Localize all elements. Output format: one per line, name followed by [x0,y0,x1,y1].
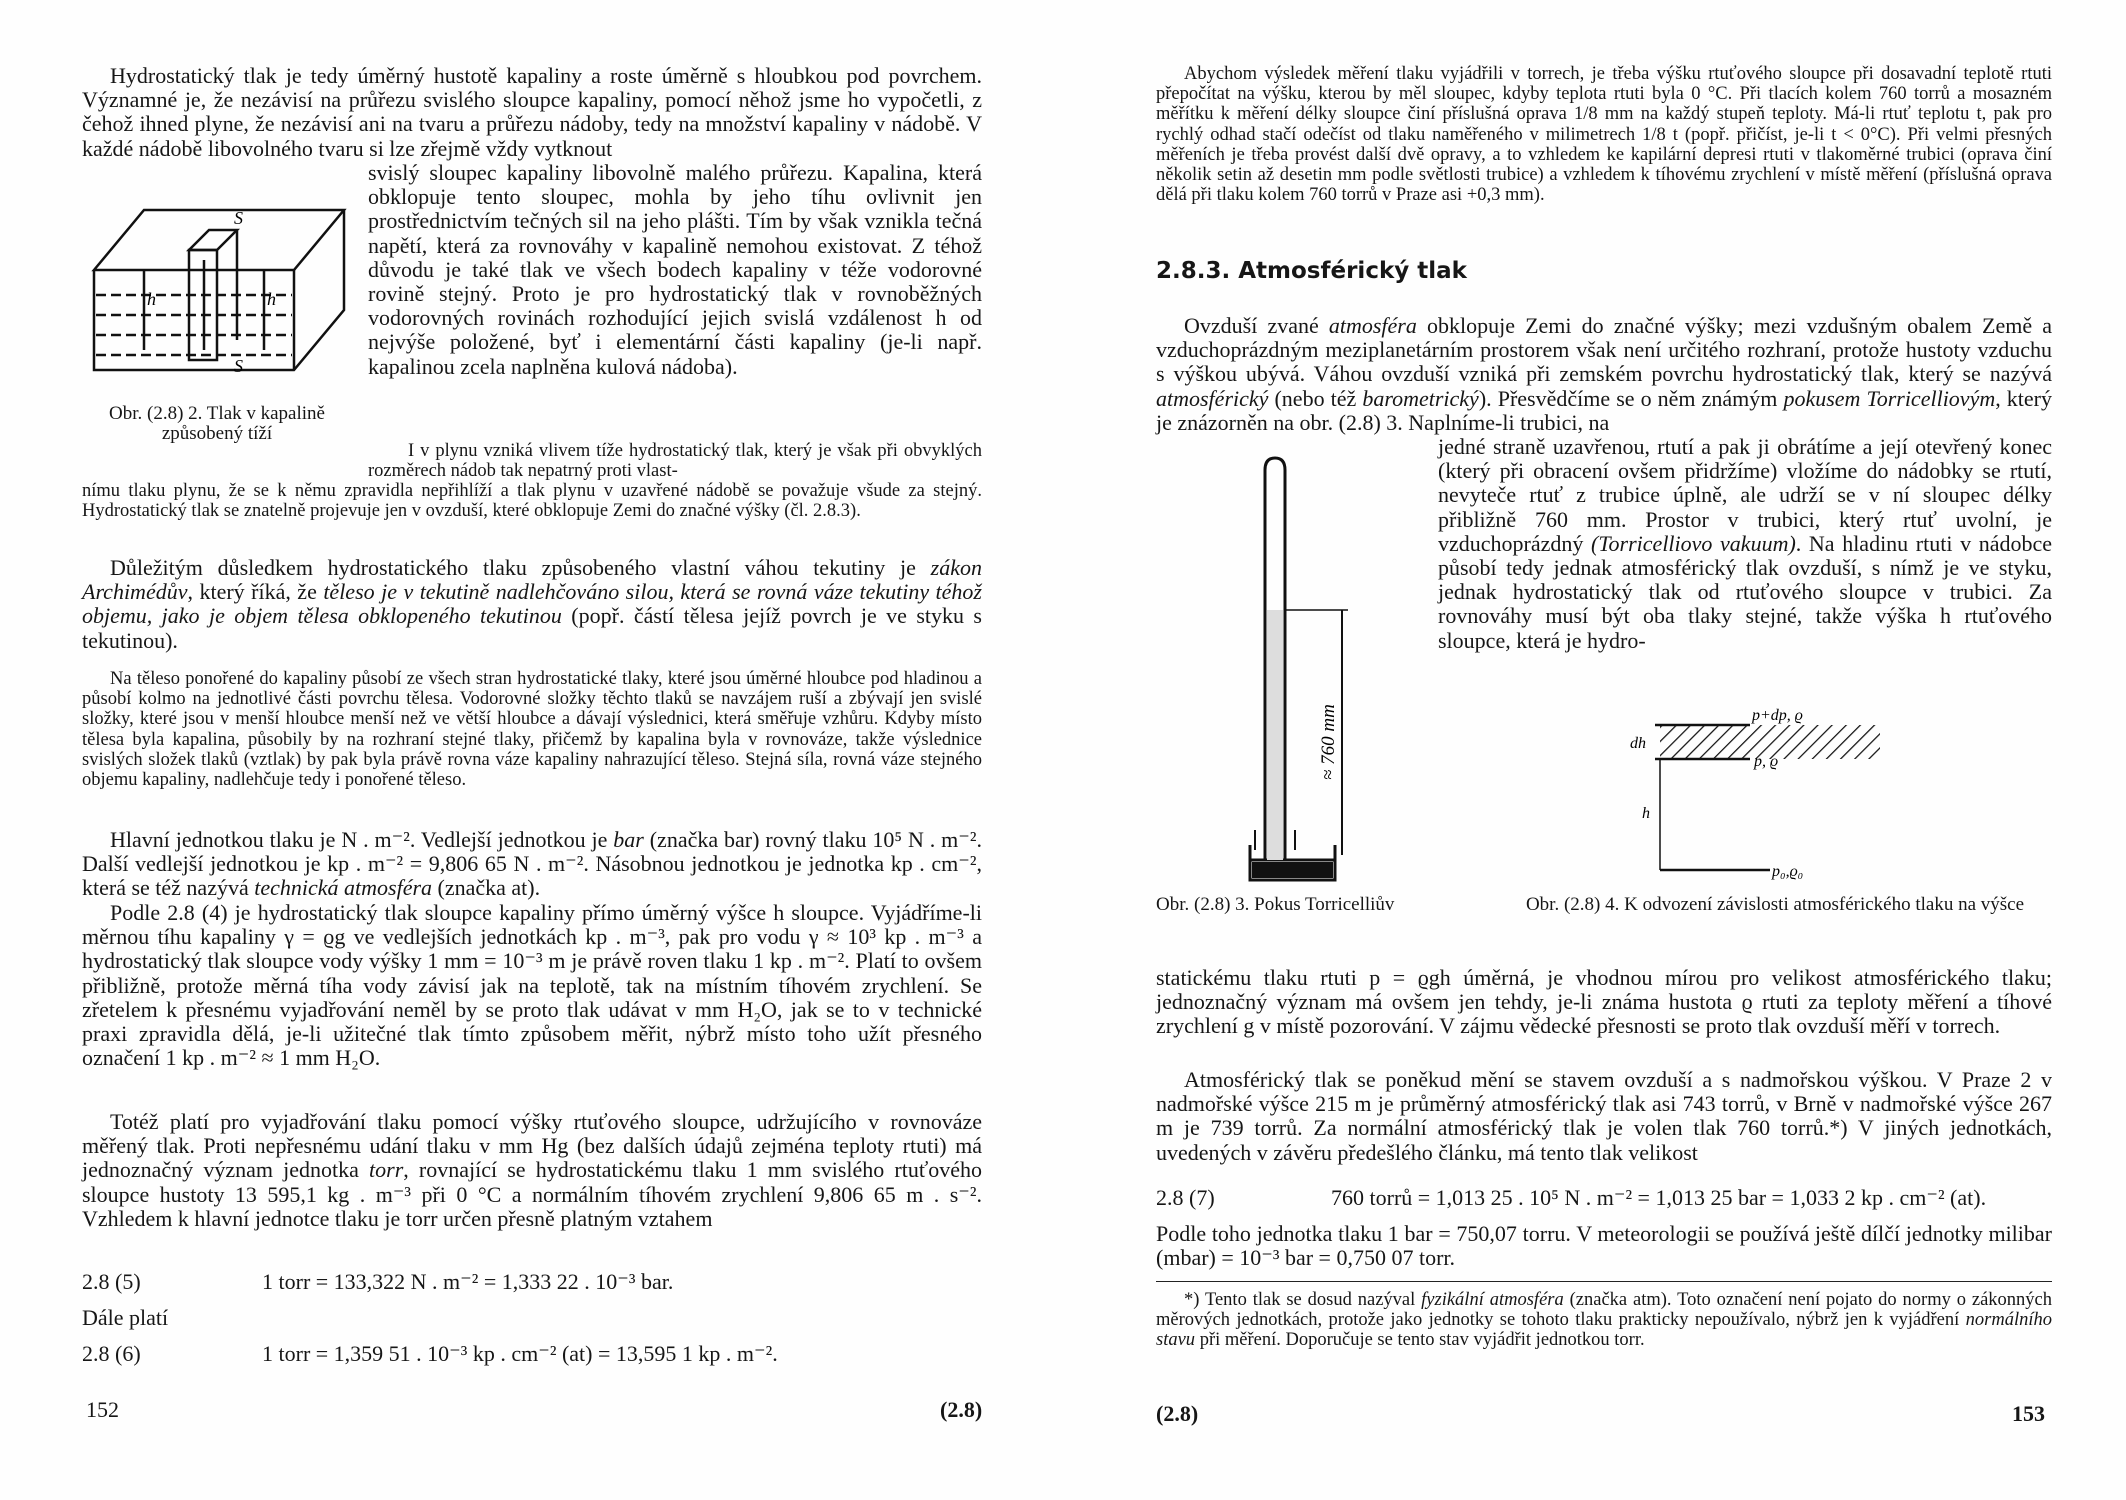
text: Důležitým důsledkem hydrostatického tlaku způsobeného vlastní váhou tekutiny je [110,555,931,580]
label-s: S [234,208,243,228]
text: *) Tento tlak se dosud nazýval [1184,1290,1422,1310]
label-p: p, ϱ [1754,753,1779,770]
footnote [1156,1290,2052,1351]
figure-liquid-pressure [84,190,354,390]
label-h-right: h [267,289,276,309]
paragraph-altitude: Atmosférický tlak se poněkud mění se stavem ovzduší a s nadmořskou výškou. V Praze 2 v nadmořské výšce 215 m je průměrný atmosférický tlak asi 743 torrů, v Brně v nadmořské výšce 267 m je 739 torrů. Za normální atmosférický tlak je volen tlak 760 torrů.*) V jiných jednotkách, uvedených v závěru předešlého článku, má tento tlak velikost [1156,1067,2052,1165]
text: (značka at). [432,875,541,901]
equation-label: 2.8 (6) [82,1341,141,1366]
figure-2-caption: Obr. (2.8) 2. Tlak v kapalině způsobený tíží [109,403,325,444]
text: jedné straně uzavřenou, rtutí a pak ji obrátíme a její otevřený konec (který při obracení ovšem přidržíme) vložíme do nádobky se rtutí, nevyteče rtuť z trubice úplně, ale udrží se v ní sloupec délky přibližně 760 mm. Prostor v trubici, který rtuť uvolní, je vzduchoprázdný [1438,434,2052,556]
paragraph-gas-pressure: nímu tlaku plynu, že se k němu zpravidla nepřihlíží a tlak plynu v uzavřené nádobě se považuje všude za stejný. Hydrostatický tlak se znatelně projevuje jen v ovzduší, které obklopuje Zemi do značné výšky (čl. 2.8.3). [82,481,982,522]
paragraph-archimedes [82,556,982,653]
term-technical-atmosphere: technická atmosféra [254,875,433,901]
text: (nebo též [1268,385,1363,411]
figure-torricelli-tube [1240,450,1370,890]
paragraph-hydrostatic-wrap: svislý sloupec kapaliny libovolně malého průřezu. Kapalina, která obklopuje tento sloupec, mohla by jeho tíhu ovlivnit jen prostřednictvím tečných sil na jeho plášti. Tím by však vznikla tečná napětí, která za rovnováhy v kapalině nemohou existovat. Z téhož důvodu je také tlak ve všech bodech kapaliny v téže vodorovné rovině stejný. Proto je pro hydrostatický tlak v rovnoběžných vodorovných rovinách rozhodující jejich svislá vzdálenost h od nejvýše položené, byť i elementární části kapaliny (je-li např. kapalinou zcela naplněna kulová nádoba). [368,160,982,379]
equation-2-8-6 [82,1342,778,1366]
label-760mm: ≈ 760 mm [1318,704,1339,780]
term-bar: bar [613,827,644,852]
paragraph-torr [82,1110,982,1231]
term-torr: torr [369,1157,404,1183]
text: (popř. částí tělesa jejíž povrch je ve styku s tekutinou). [82,603,982,653]
term-torricelli-experiment: pokusem Torricelliovým [1783,385,1996,411]
equation-text: 1 torr = 133,322 N . m⁻² = 1,333 22 . 10⁻³ bar. [262,1269,674,1294]
figure-pressure-height [1630,700,1910,880]
paragraph-hydrostatic-intro: Hydrostatický tlak je tedy úměrný hustotě kapaliny a roste úměrně s hloubkou pod povrchem. Významné je, že nezávisí na průřezu svislého sloupce kapaliny, pomocí něhož jsme ho vypočetli, z čehož ihned plyne, že nezávisí ani na tvaru a průřezu nádoby, tedy na množství kapaliny v nádobě. V každé nádobě libovolného tvaru si lze zřejmě vždy vytknout [82,63,982,161]
paragraph-buoyancy: Na těleso ponořené do kapaliny působí ze všech stran hydrostatické tlaky, které jsou úměrné hloubce pod hladinou a působí kolmo na jednotlivé části povrchu tělesa. Vodorovné složky těchto tlaků se navzájem ruší a zbývají jen svislé složky, které jsou v menší hloubce menší než ve větší hloubce a dávají výslednici, která směřuje vzhůru. Kdyby místo tělesa byla kapalina, působily by na rozhraní stejné tlaky, přičemž by kapalina byla v rovnováze, takže výslednice svislých složek tlaků (vztlak) by pak byla právě rovna váze kapaliny nahrazující těleso. Stejná síla, rovná váze stejného objemu kapaliny, nadlehčuje tedy i ponořené těleso. [82,669,982,791]
paragraph-atmosphere [1156,314,2052,435]
term-archimedes-law: zákon Archimédův [82,555,982,605]
equation-2-8-7 [1156,1186,1986,1210]
text: obklopuje Zemi do značné výšky; mezi vzdušným obalem Země a vzduchoprázdným meziplanetárním prostorem však není určitého rozhraní, protože hustoty vzduchu s výškou ubývá. Váhou ovzduší vzniká při zemském povrchu hydrostatický tlak, který se nazývá [1156,313,2052,387]
equation-text: 1 torr = 1,359 51 . 10⁻³ kp . cm⁻² (at) = 13,595 1 kp . m⁻². [262,1341,778,1366]
text-dale-plati: Dále platí [82,1305,169,1330]
paragraph-units [82,828,982,901]
paragraph-column-pressure: Podle 2.8 (4) je hydrostatický tlak sloupce kapaliny přímo úměrný výšce h sloupce. Vyjádříme-li měrnou tíhu kapaliny γ = ϱg ve vedlejších jednotkách kp . m⁻³, pak pro vodu γ ≈ 10³ kp . m⁻³ a hydrostatický tlak sloupce vody výšky 1 mm = 10⁻³ m je právě roven tlaku 1 kp . m⁻². Platí to ovšem přibližně, protože měrná tíha vody závisí jak na teplotě, tak na místním tíhovém zrychlení. Se zřetelem k přesnému vyjadřování neměl by se proto tlak udávat v mm H₂O, jak se to v technické praxi zpravidla dělá, je-li užitečné tlak tímto způsobem měřit, nýbrž místo toho užít přesného označení 1 kp . m⁻² ≈ 1 mm H₂O. [82,900,982,1071]
paragraph-torr-correction: Abychom výsledek měření tlaku vyjádřili v torrech, je třeba výšku rtuťového sloupce při dosavadní teplotě rtuti přepočítat na výšku, kterou by měl sloupec, kdyby teplota rtuti byla 0 °C. Při tlacích kolem 760 torrů a mosazném měřítku k měření délky sloupce činí příslušná oprava 1/8 mm na každý stupeň teploty. Má-li rtuť teplotu t, pak pro rychlý odhad stačí odečíst od tlaku naměřeného v milimetrech 1/8 t (popř. přičíst, je-li t < 0°C). Při velmi přesných měřeních je třeba provést další dvě opravy, a to vzhledem ke kapilární depresi rtuti v tlakoměrné trubici (oprava činí několik setin až desetin mm podle světlosti trubice) a vzhledem k tíhovému zrychlení v místě měření (příslušná oprava dělá při tlaku kolem 760 torrů v Praze asi +0,3 mm). [1156,64,2052,206]
figure-4-caption: Obr. (2.8) 4. K odvození závislosti atmosférického tlaku na výšce [1525,894,2025,915]
page-number-left: 152 [86,1397,119,1422]
equation-label: 2.8 (5) [82,1269,141,1294]
paragraph-atmosphere-wrap [1438,435,2052,653]
text: (značka bar) rovný tlaku 10⁵ N . m⁻². Další vedlejší jednotkou je kp . m⁻² = 9,806 65 N . m⁻². Násobnou jednotkou je jednotka kp . cm⁻², která se též nazývá [82,827,982,901]
footnote-divider [1156,1281,2052,1282]
label-h: h [1642,805,1650,822]
term-atmospheric: atmosférický [1156,385,1269,411]
text: , který říká, že [187,579,324,605]
text: . Na hladinu rtuti v nádobce působí tedy jednak atmosférický tlak ovzduší, s nímž je ve styku, jednak hydrostatický tlak od rtuťového sloupce v trubici. Za rovnováhy musí být oba tlaky stejné, takže výška h rtuťového sloupce, která je hydro- [1438,530,2052,653]
equation-text: 760 torrů = 1,013 25 . 10⁵ N . m⁻² = 1,013 25 bar = 1,033 2 kp . cm⁻² (at). [1331,1185,1987,1210]
equation-2-8-5 [82,1270,673,1294]
page-number-right: 153 [2012,1401,2045,1426]
paragraph-millibar: Podle toho jednotka tlaku 1 bar = 750,07 torru. V meteorologii se používá ještě dílčí jednotky milibar (mbar) = 10⁻³ bar = 0,750 07 torr. [1156,1221,2052,1271]
text: , rovnající se hydrostatickému tlaku 1 mm svislého rtuťového sloupce hustoty 13 595,1 kg . m⁻³ při 0 °C a normálním tíhovém zrychlení 9,806 65 m . s⁻². Vzhledem k hlavní jednotce tlaku je torr určen přesně platným vztahem [82,1157,983,1231]
law-statement: těleso je v tekutině nadlehčováno silou, která se rovná váze tekutiny téhož objemu, jako je objem tělesa obklopeného tekutinou [82,579,982,629]
equation-label: 2.8 (7) [1156,1185,1215,1210]
section-mark-right: (2.8) [1156,1401,1199,1426]
label-p-plus-dp: p+dp, ϱ [1752,707,1803,724]
label-dh: dh [1630,735,1646,752]
label-p0: p₀,ϱ₀ [1772,863,1804,880]
text: Totéž platí pro vyjadřování tlaku pomocí výšky rtuťového sloupce, udržujícího v rovnováze měřený tlak. Proti nepřesnému udání tlaku v mm Hg (bez dalších údajů zejména teploty rtuti) má jednoznačný význam jednotka [82,1109,982,1183]
text: Hlavní jednotkou tlaku je N . m⁻². Vedlejší jednotkou je [110,827,614,852]
text: ). Přesvědčíme se o něm známým [1478,385,1784,411]
label-h: h [147,289,156,309]
term-normal-state: normálního stavu [1156,1310,2052,1351]
term-torricelli-vacuum: (Torricelliovo vakuum) [1591,530,1796,556]
section-heading: 2.8.3. Atmosférický tlak [1156,258,1467,284]
term-physical-atmosphere: fyzikální atmosféra [1421,1290,1564,1310]
text: (značka atm). Toto označení není pojato do normy o zákonných měrových jednotkách, protože jako jednotky se tohoto tlaku prakticky nepoužívalo, nýbrž jen k vyjádření [1156,1290,2052,1331]
text: při měření. Doporučuje se tento stav vyjádřit jednotkou torr. [1195,1330,1645,1351]
label-s-bottom: S [234,356,243,376]
section-mark-left: (2.8) [940,1397,983,1422]
text: , který je znázorněn na obr. (2.8) 3. Naplníme-li trubici, na [1156,385,2052,435]
paragraph-gas-pressure-wrap: I v plynu vzniká vlivem tíže hydrostatický tlak, který je však při obvyklých rozměrech nádob tak nepatrný proti vlast- [368,441,982,482]
term-barometric: barometrický [1362,385,1479,411]
figure-3-caption: Obr. (2.8) 3. Pokus Torricelliův [1156,894,1395,915]
text: Ovzduší zvané [1184,313,1329,338]
paragraph-hydrostatic-mercury: statickému tlaku rtuti p = ϱgh úměrná, je vhodnou mírou pro velikost atmosférického tlaku; jednoznačný význam má ovšem jen tehdy, je-li známa hustota ϱ rtuti za teploty měření a tíhové zrychlení g v místě pozorování. V zájmu vědecké přesnosti se proto tlak ovzduší měří v torrech. [1156,965,2052,1039]
term-atmosphere: atmosféra [1328,313,1417,338]
